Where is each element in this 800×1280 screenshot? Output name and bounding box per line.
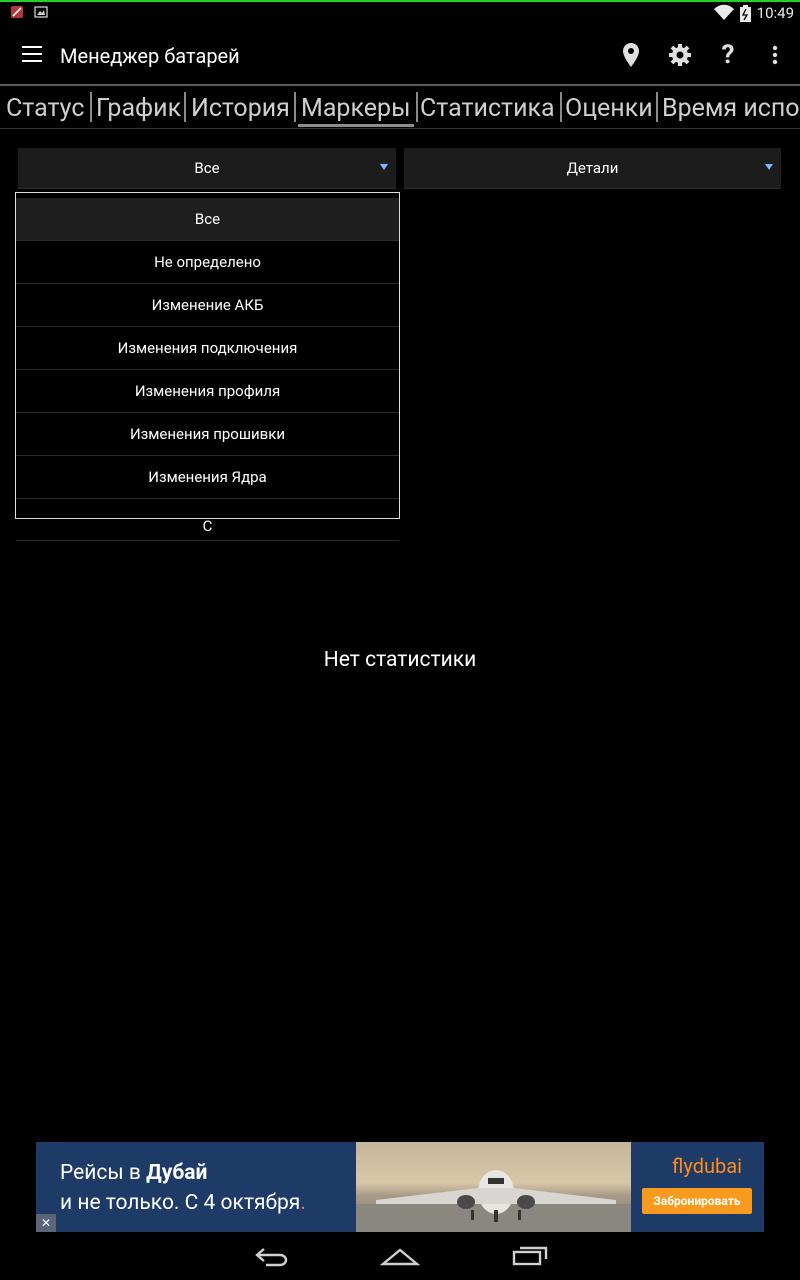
ad-line1-bold: Дубай bbox=[146, 1161, 208, 1185]
tab-separator bbox=[560, 92, 562, 122]
dropdown-item-profile-changes[interactable]: Изменения профиля bbox=[16, 370, 399, 413]
home-icon[interactable] bbox=[380, 1242, 420, 1270]
tab-separator bbox=[416, 92, 418, 122]
details-spinner[interactable] bbox=[404, 148, 781, 189]
app-title: Менеджер батарей bbox=[60, 44, 240, 68]
status-time: 10:49 bbox=[756, 4, 794, 22]
tab-history[interactable]: История bbox=[191, 93, 290, 123]
dropdown-arrow-icon bbox=[380, 164, 388, 170]
tab-ratings[interactable]: Оценки bbox=[565, 93, 653, 123]
ad-book-button[interactable]: Забронировать bbox=[642, 1188, 752, 1214]
dropdown-item-all[interactable]: Все bbox=[16, 198, 399, 241]
tabs-divider bbox=[0, 128, 800, 129]
ad-line2: и не только. С 4 октября bbox=[60, 1191, 301, 1215]
status-bar bbox=[0, 2, 800, 24]
ad-line1-prefix: Рейсы в bbox=[60, 1161, 147, 1185]
navigation-bar bbox=[0, 1232, 800, 1280]
tab-separator bbox=[90, 92, 92, 122]
category-spinner[interactable] bbox=[18, 148, 396, 189]
back-icon[interactable] bbox=[252, 1242, 292, 1270]
action-bar-divider bbox=[0, 84, 800, 86]
details-spinner-value: Детали bbox=[566, 159, 619, 177]
tab-statistics[interactable]: Статистика bbox=[420, 93, 555, 123]
ad-close-icon[interactable]: ✕ bbox=[36, 1214, 56, 1232]
tab-separator bbox=[656, 92, 658, 122]
ad-banner[interactable] bbox=[36, 1142, 764, 1232]
dropdown-item-partial[interactable]: С bbox=[16, 499, 399, 541]
category-dropdown-list[interactable] bbox=[15, 192, 400, 535]
ad-headline bbox=[60, 1158, 306, 1218]
battery-icon bbox=[740, 5, 751, 22]
recents-icon[interactable] bbox=[510, 1242, 550, 1270]
tab-separator bbox=[294, 92, 296, 122]
wifi-icon bbox=[714, 5, 734, 21]
tab-graph[interactable]: График bbox=[96, 93, 182, 123]
action-bar bbox=[0, 24, 800, 86]
overflow-menu-icon[interactable] bbox=[760, 40, 790, 70]
tab-separator bbox=[184, 92, 186, 122]
empty-state-message: Нет статистики bbox=[323, 648, 477, 672]
gear-icon[interactable] bbox=[665, 40, 695, 70]
hamburger-icon[interactable] bbox=[22, 46, 42, 62]
location-pin-icon[interactable] bbox=[616, 40, 646, 70]
dropdown-item-firmware-changes[interactable]: Изменения прошивки bbox=[16, 413, 399, 456]
dropdown-item-battery-change[interactable]: Изменение АКБ bbox=[16, 284, 399, 327]
ad-dot: . bbox=[300, 1191, 306, 1215]
ad-airplane-image bbox=[356, 1142, 631, 1232]
dropdown-item-undefined[interactable]: Не определено bbox=[16, 241, 399, 284]
dropdown-arrow-icon bbox=[765, 164, 773, 170]
tab-strip[interactable] bbox=[0, 88, 800, 130]
tab-usage-time[interactable]: Время испо bbox=[662, 93, 800, 123]
dropdown-item-connection-changes[interactable]: Изменения подключения bbox=[16, 327, 399, 370]
tab-markers[interactable]: Маркеры bbox=[301, 93, 411, 123]
dropdown-item-kernel-changes[interactable]: Изменения Ядра bbox=[16, 456, 399, 499]
tab-status[interactable]: Статус bbox=[6, 93, 85, 123]
category-spinner-value: Все bbox=[194, 159, 220, 177]
no-entry-icon bbox=[10, 5, 24, 19]
active-tab-indicator bbox=[298, 124, 414, 127]
ad-brand-logo: flydubai bbox=[672, 1154, 742, 1178]
image-icon bbox=[34, 5, 48, 19]
help-icon[interactable]: ? bbox=[721, 40, 735, 70]
